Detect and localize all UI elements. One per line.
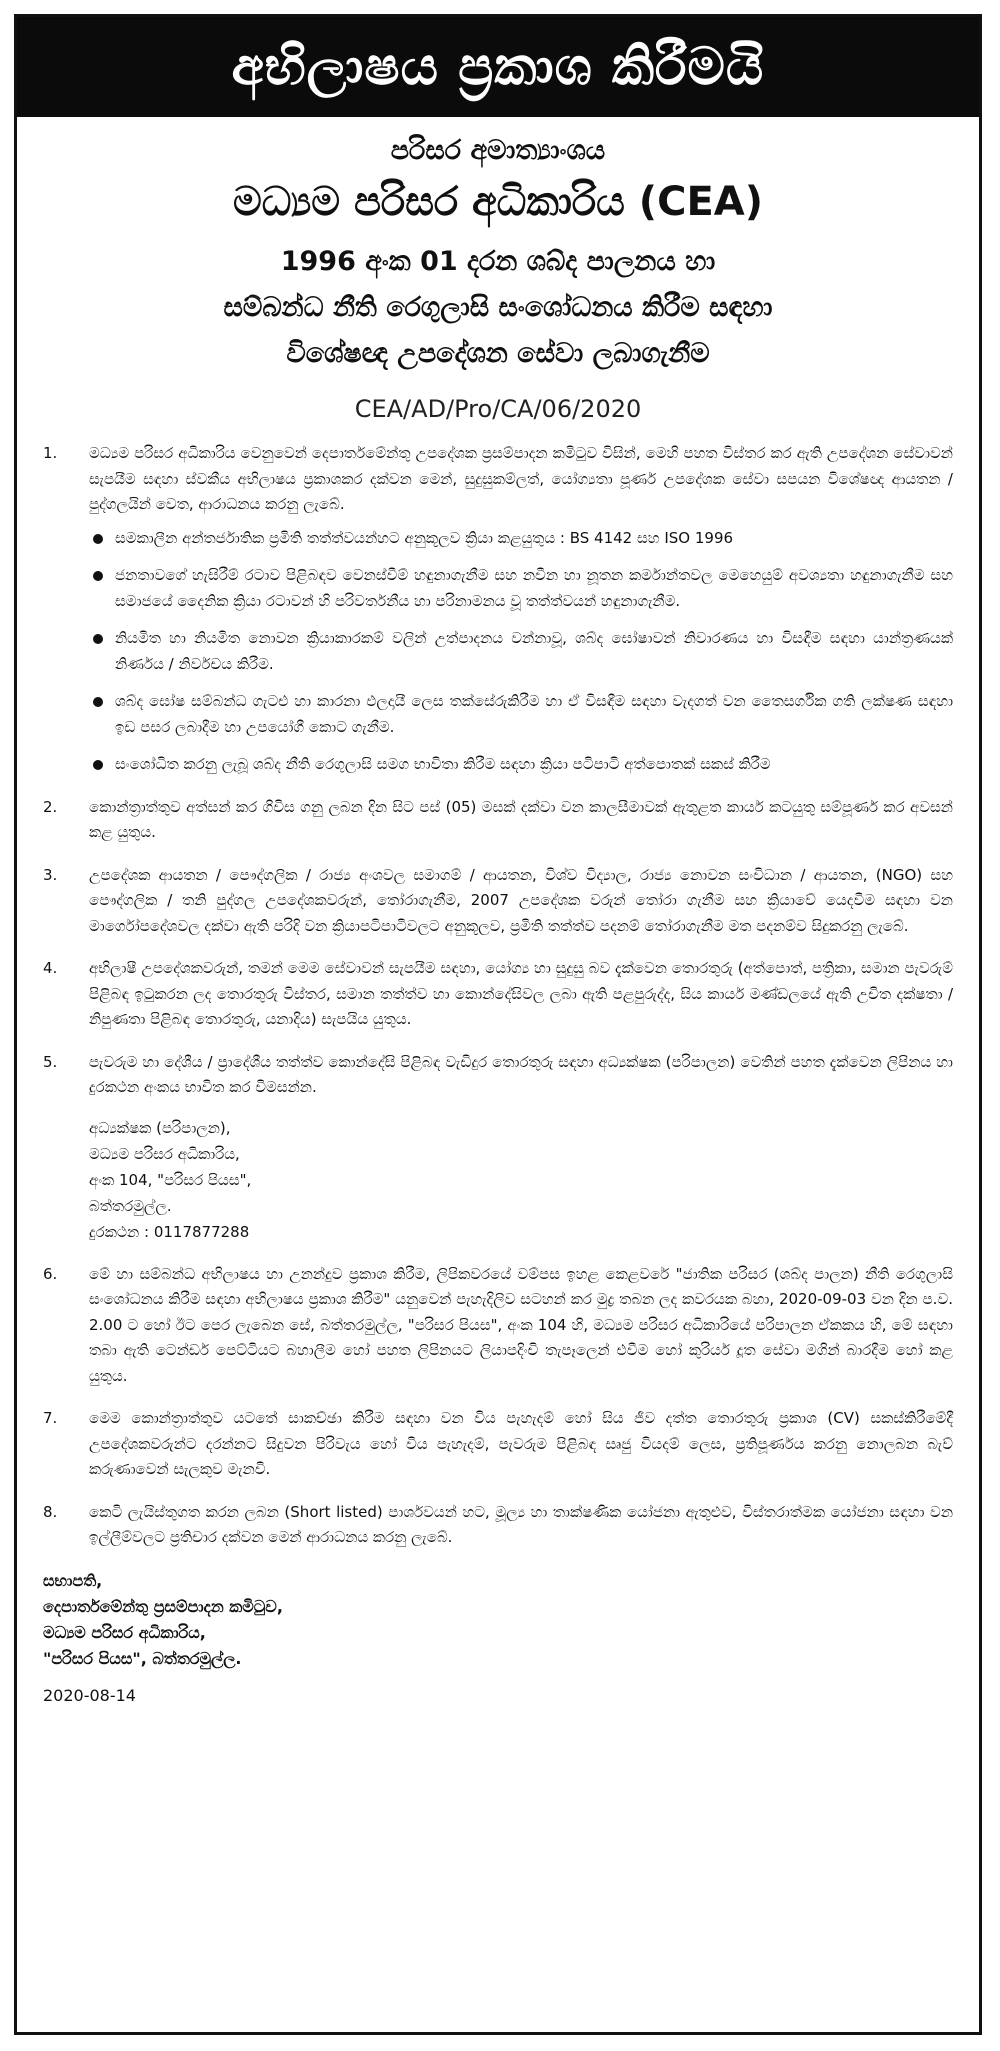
notice-subject bbox=[43, 239, 953, 377]
bullet-text: සංශෝධිත කරනු ලැබූ ශබ්ද නීති රෙගුලාසි සමග භාවිතා කිරීම සඳහා ක්‍රියා පටිපාටි අත්පොතක් සකස් කිරීම bbox=[115, 755, 771, 773]
bullet-icon bbox=[93, 571, 103, 581]
banner-title: අභිලාෂය ප්‍රකාශ කිරීමයි bbox=[17, 17, 979, 117]
signature-line: දෙපාර්තමේන්තු ප්‍රසම්පාදන කමිටුව, bbox=[43, 1596, 283, 1616]
item-number: 7. bbox=[43, 1409, 58, 1427]
list-item bbox=[43, 956, 953, 1033]
item-number: 2. bbox=[43, 797, 58, 816]
item-text: කෙටි ලැයිස්තුගත කරන ලබන (Short listed) පාර්ශවයන් හට, මූල්‍ය හා තාක්ෂණික යෝජනා ඇතුළුව, විස්තරාත්මක යෝජනා සඳහා වන ඉල්ලීම්වලට ප්‍රතිචාර දක්වන මෙන් ආරාධනය කරනු ලැබේ. bbox=[89, 1502, 953, 1546]
item-number: 4. bbox=[43, 959, 58, 977]
bullet-item bbox=[89, 563, 953, 614]
notice-frame bbox=[14, 14, 982, 2035]
item-text: උපදේශක ආයතන / පෞද්ගලික / රාජ්‍ය අංශවල සමාගම් / ආයතන, විශ්ව විද්‍යාල, රාජ්‍ය නොවන සංවිධාන / ආයතන, (NGO) සහ පෞද්ගලික / තනි පුද්ගල උපදේශකවරුන්, තෝරාගැනීම, 2007 උපදේශක වරුන් තෝරා ගැනීම සහ ක්‍රියාවේ යෙදවීම සඳහා වන මාර්ගෝපදේශවල දක්වා ඇති පරිදි වන ක්‍රියාපටිපාටිවලට අනුකූලව, ප්‍රමිති තත්ත්ව පදනම් තෝරාගැනීම මත පදනම්ව සිදුකරනු ලැබේ. bbox=[89, 865, 953, 935]
bullet-icon bbox=[93, 534, 103, 544]
list-item bbox=[43, 1262, 953, 1390]
bullet-item bbox=[89, 752, 953, 778]
bullet-item bbox=[89, 526, 953, 552]
notice-date: 2020-08-14 bbox=[43, 1685, 136, 1705]
bullet-text: සමකාලීන අන්තර්ජාතික ප්‍රමිති තත්ත්වයන්හට අනුකූලව ක්‍රියා කළයුතුය : BS 4142 සහ ISO 1996 bbox=[115, 528, 734, 547]
address-line: අධ්‍යක්ෂක (පරිපාලන), bbox=[89, 1118, 231, 1137]
notice-body bbox=[17, 135, 979, 1705]
item-text: පැවරුම හා දේශීය / ප්‍රාදේශීය තත්ත්ව කොන්දේසි පිළිබඳ වැඩිදුර තොරතුරු සඳහා අධ්‍යක්ෂක (පරිපාලන) වෙතින් පහත දැක්වෙන ලිපිනය හා දුරකථන අංකය භාවිත කර විමසන්න. bbox=[89, 1052, 953, 1096]
bullet-icon bbox=[93, 760, 103, 770]
bullet-text: නියමිත හා නියමිත නොවන ක්‍රියාකාරකම් වලින් උත්පාදනය වන්නාවූ, ශබ්ද ඝෝෂාවන් නිවාරණය හා විසඳීම සඳහා යාන්ත්‍රණයක් නිර්ණය / නිර්වචය කිරීම. bbox=[115, 629, 953, 673]
item-text: කොන්ත්‍රාත්තුව අත්සන් කර ගිවිස ගනු ලබන දින සිට පස් (05) මසක් දක්වා වන කාලසීමාවක් ඇතුළත කාර්ය කටයුතු සම්පූර්ණ කර අවසන් කළ යුතුය. bbox=[89, 797, 953, 841]
bullet-item bbox=[89, 626, 953, 677]
item-number: 6. bbox=[43, 1264, 58, 1283]
contact-address bbox=[89, 1115, 953, 1245]
item-text: මධ්‍යම පරිසර අධිකාරිය වෙනුවෙන් දෙපාර්තමේන්තු උපදේශක ප්‍රසම්පාදන කමිටුව විසින්, මෙහි පහත විස්තර කර ඇති උපදේශන සේවාවන් සැපයීම සඳහා ස්වකීය අභිලාෂය ප්‍රකාශකර දක්වන මෙන්, සුදුසුකම්ලත්, යෝග්‍යතා පූර්ණ උපදේශක සේවා සපයන විශේෂඥ ආයතන / පුද්ගලයින් වෙත, ආරාධනය කරනු ලැබේ. bbox=[89, 444, 953, 513]
ministry-name: පරිසර අමාත්‍යාංශය bbox=[390, 135, 606, 166]
address-phone: දුරකථන : 0117877288 bbox=[89, 1222, 250, 1241]
address-line: මධ්‍යම පරිසර අධිකාරිය, bbox=[89, 1144, 240, 1163]
notice-items bbox=[43, 441, 953, 1551]
signature-block bbox=[43, 1568, 953, 1672]
signature-line: මධ්‍යම පරිසර අධිකාරිය, bbox=[43, 1622, 206, 1642]
signature-line: "පරිසර පියස", බත්තරමුල්ල. bbox=[43, 1648, 242, 1668]
list-item bbox=[43, 795, 953, 846]
item-text: මේ හා සම්බන්ධ අභිලාෂය හා උනන්දුව ප්‍රකාශ කිරීම, ලිපිකවරයේ වම්පස ඉහළ කෙළවරේ "ජාතික පරිසර (ශබ්ද පාලන) නීති රෙගුලාසි සංශෝධනය කිරීම සඳහා අභිලාෂය ප්‍රකාශ කිරීම" යනුවෙන් පැහැදිලිව සටහන් කර මුද්‍ර තබන ලද කවරයක බහා, 2020-09-03 වන දින ප.ව. 2.00 ට හෝ ඊට පෙර ලැබෙන සේ, බත්තරමුල්ල, "පරිසර පියස", අංක 104 හි, මධ්‍යම පරිසර අධිකාරියේ පරිපාලන ඒකකය හි, මේ සඳහා තබා ඇති ටෙන්ඩර් පෙට්ටියට බහාලීම හෝ පහත ලිපිනයට ලියාපදිංචි තැපෑලෙන් එවීම හෝ කුරියර් දූත සේවා මගින් බාරදීම හෝ කළ යුතුය. bbox=[89, 1264, 953, 1385]
item-number: 1. bbox=[43, 444, 58, 462]
address-line: අංක 104, "පරිසර පියස", bbox=[89, 1170, 252, 1189]
item-text: මෙම කොන්ත්‍රාත්තුව යටතේ සාකච්ඡා කිරීම සඳහා වන විය පැහැදම් හෝ සිය ජීව දත්ත තොරතුරු ප්‍රකාශ (CV) සකස්කිරීමේදී උපදේශකවරුන්ට දරන්නට සිදුවන පිරිවැය හෝ විය පැහැදම්, පැවරුම පිළිබඳ සෘජු වියදම් ලෙස, ප්‍රතිපූර්ණය කරනු නොලබන බැව් කරුණාවෙන් සැලකුව මැනවි. bbox=[89, 1409, 953, 1478]
requirement-bullets bbox=[89, 526, 953, 778]
item-number: 3. bbox=[43, 865, 58, 884]
signature-line: සභාපති, bbox=[43, 1570, 103, 1590]
list-item bbox=[43, 863, 953, 940]
bullet-icon bbox=[93, 634, 103, 644]
list-item bbox=[43, 441, 953, 778]
item-number: 5. bbox=[43, 1052, 58, 1071]
bullet-text: ශබ්ද ඝෝෂ සම්බන්ධ ගැටළු හා කාරනා ඵලදායී ලෙස තක්සේරුකිරීම හා ඒ විසඳීම සඳහා වැදගත් වන තෛසර්ගික ගති ලක්ෂණ සඳහා ඉඩ පසර ලබාදීම හා උපයෝගී කොට ගැනීම. bbox=[115, 692, 953, 736]
list-item bbox=[43, 1050, 953, 1245]
list-item bbox=[43, 1500, 953, 1551]
bullet-text: ජනතාවගේ හැසිරීම් රටාව පිළිබඳව වෙනස්වීම් හඳුනාගැනීම සහ නවීන හා නූතන කර්මාන්තවල මෙහෙයුම් අවශ්‍යතා හඳුනාගැනීම සහ සමාජයේ දෛනික ක්‍රියා රටාවන් හි පරිවර්තනීය හා පරිනාමනය වූ තත්ත්වයන් හඳුනාගැනීම. bbox=[115, 566, 953, 610]
item-number: 8. bbox=[43, 1502, 58, 1521]
subject-line: 1996 අංක 01 දරන ශබ්ද පාලනය හා bbox=[280, 246, 716, 277]
bullet-icon bbox=[93, 697, 103, 707]
item-text: අභිලාෂී උපදේශකවරුන්, තමන් මෙම සේවාවන් සැපයීම සඳහා, යෝග්‍ය හා සුදුසු බව දැක්වෙන තොරතුරු (අත්පොත්, පත්‍රිකා, සමාන පැවරුම් පිළිබඳ ඉටුකරන ලද තොරතුරු විස්තර, සමාන තත්ත්ව හා කොන්දේසිවල ලබා ඇති පළපුරුද්ද, සිය කාර්ය මණ්ඩලයේ ඇති උචිත දක්ෂතා / නිපුණතා පිළිබඳ තොරතුරු, යනාදිය) සැපයිය යුතුය. bbox=[89, 959, 953, 1028]
address-line: බත්තරමුල්ල. bbox=[89, 1196, 172, 1215]
reference-number: CEA/AD/Pro/CA/06/2020 bbox=[354, 395, 642, 423]
authority-name: මධ්‍යම පරිසර අධිකාරිය (CEA) bbox=[232, 179, 764, 225]
subject-line: සම්බන්ධ නීති රෙගුලාසි සංශෝධනය කිරීම සඳහා bbox=[223, 292, 773, 323]
list-item bbox=[43, 1406, 953, 1483]
bullet-item bbox=[89, 689, 953, 740]
subject-line: විශේෂඥ උපදේශන සේවා ලබාගැනීම bbox=[286, 338, 710, 369]
